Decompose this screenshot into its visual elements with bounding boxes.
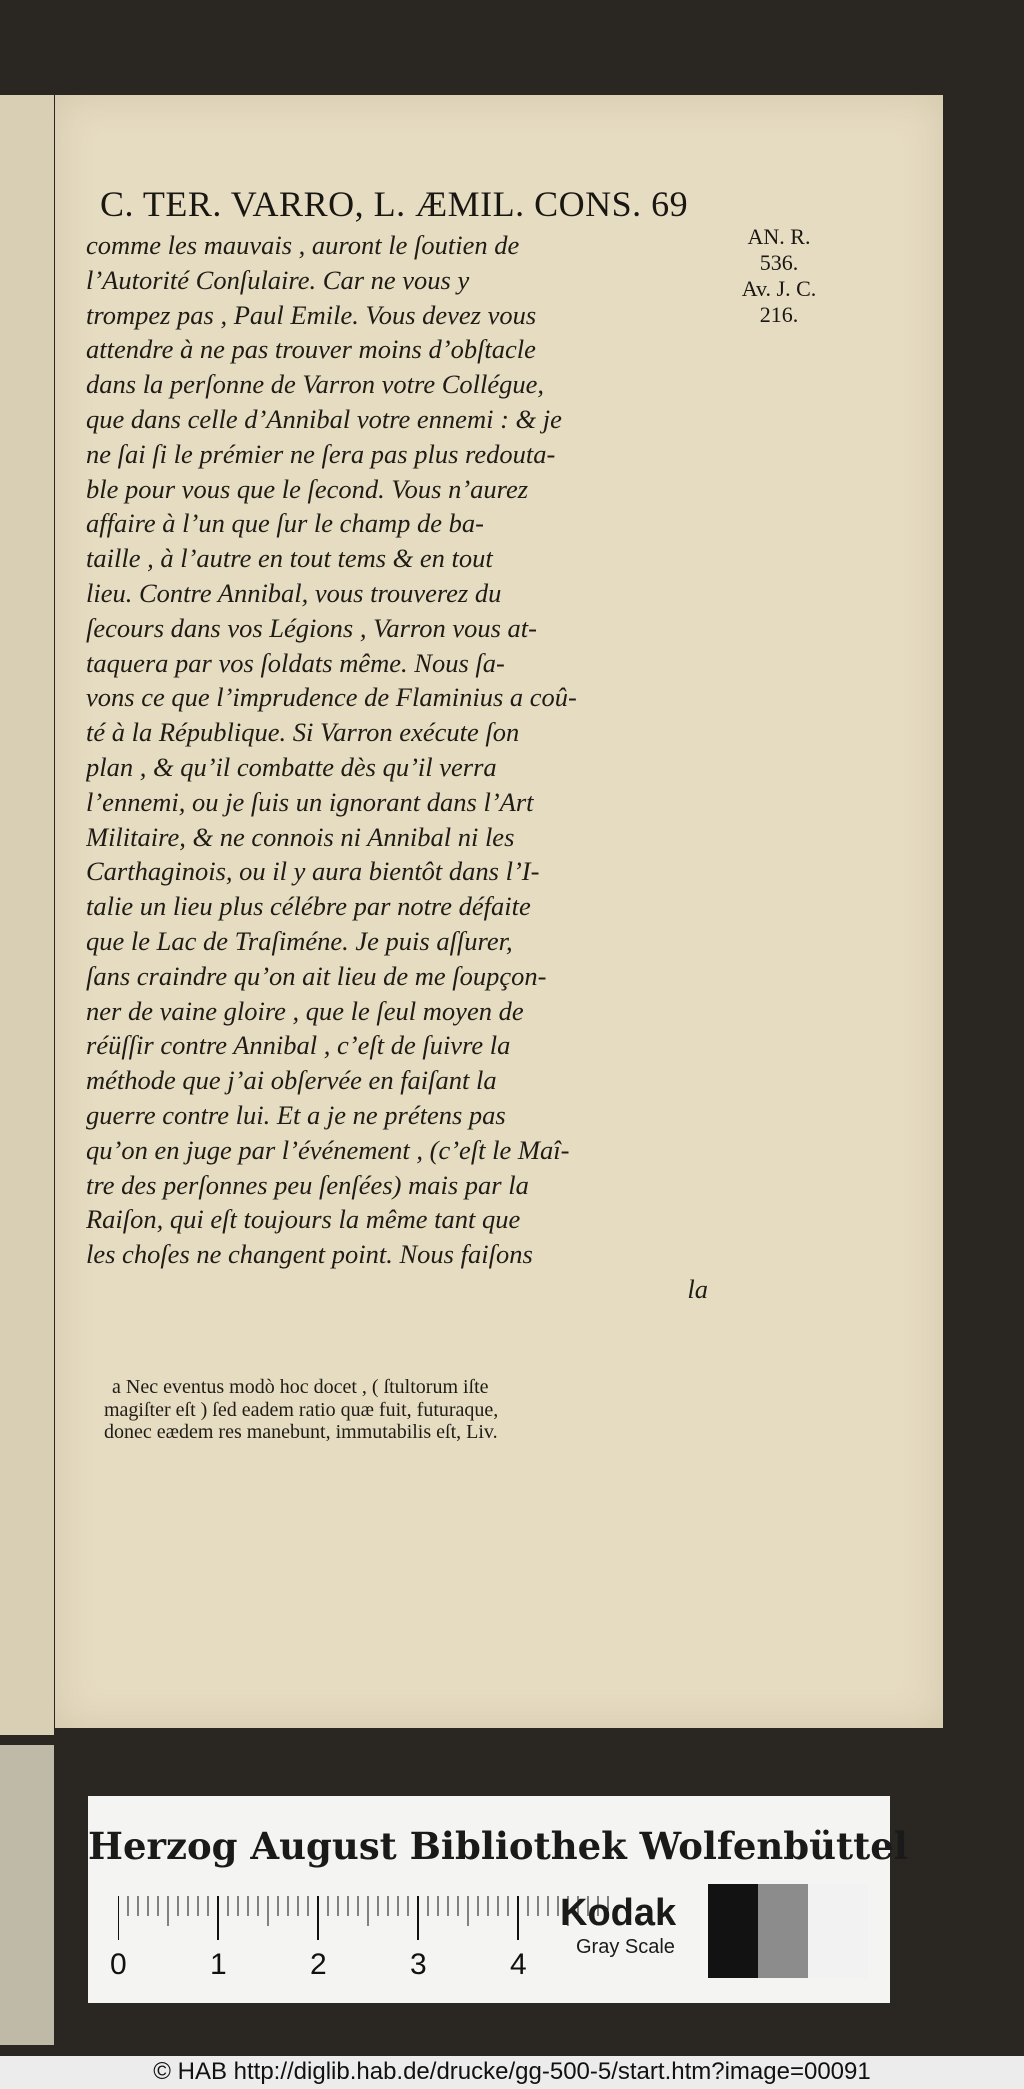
text-line: qu’on en juge par l’événement , (c’eſt le Maî- — [86, 1134, 570, 1165]
text-line: dans la perſonne de Varron votre Collégue, — [86, 369, 545, 400]
text-line: vons ce que l’imprudence de Flaminius a coû- — [86, 682, 577, 713]
footnote-line: a Nec eventus modò hoc docet , ( ſtultorum iſte — [112, 1376, 489, 1398]
text-line: ne ſai ſi le prémier ne ſera pas plus redouta- — [86, 438, 556, 469]
text-line: tre des perſonnes peu ſenſées) mais par la — [86, 1169, 529, 1200]
text-line: comme les mauvais , auront le ſoutien de — [86, 230, 520, 260]
margin-note-line: Av. J. C. — [741, 276, 817, 301]
margin-note-line: 536. — [759, 250, 799, 275]
text-line: ble pour vous que le ſecond. Vous n’aurez — [86, 473, 529, 504]
text-line: talie un lieu plus célébre par notre défaite — [86, 891, 531, 922]
text-line: ner de vaine gloire , que le ſeul moyen de — [86, 995, 524, 1026]
text-line: l’ennemi, ou je ſuis un ignorant dans l’Art — [86, 786, 534, 817]
text-line: que dans celle d’Annibal votre ennemi : & je — [86, 403, 562, 434]
footnote-line: magiſter eſt ) ſed eadem ratio quæ fuit, futuraque, — [104, 1398, 499, 1421]
library-title: Herzog August Bibliothek Wolfenbüttel — [88, 1824, 908, 1868]
adjacent-page-edge — [0, 95, 54, 1735]
text-line: affaire à l’un que ſur le champ de ba- — [86, 508, 484, 539]
margin-note-line: 216. — [759, 302, 799, 327]
text-line: ſecours dans vos Légions , Varron vous at- — [86, 612, 537, 643]
ruler-number: 3 — [410, 1948, 427, 1981]
ruler-number: 2 — [310, 1948, 327, 1981]
text-line: taquera par vos ſoldats même. Nous ſa- — [86, 647, 505, 678]
footnote — [104, 1376, 710, 1444]
swatch-black — [708, 1884, 758, 1978]
swatch-white — [808, 1884, 868, 1978]
catchword: la — [687, 1273, 708, 1304]
ruler-number: 0 — [110, 1948, 127, 1981]
swatch-gray — [758, 1884, 808, 1978]
gray-scale-label: Gray Scale — [576, 1936, 675, 1958]
ruler-number: 1 — [210, 1948, 227, 1981]
ruler-number: 4 — [510, 1948, 527, 1981]
text-line: que le Lac de Traſiméne. Je puis aſſurer, — [86, 925, 513, 956]
text-line: Carthaginois, ou il y aura bientôt dans l’I- — [86, 856, 540, 887]
text-line: méthode que j’ai obſervée en faiſant la — [86, 1065, 497, 1096]
text-line: trompez pas , Paul Emile. Vous devez vous — [86, 299, 537, 330]
text-line: taille , à l’autre en tout tems & en tout — [86, 543, 493, 574]
ruler-scale — [118, 1896, 618, 1940]
text-line: té à la République. Si Varron exécute ſon — [86, 717, 520, 748]
text-line: les choſes ne changent point. Nous faiſons — [86, 1239, 533, 1270]
text-line: ſans craindre qu’on ait lieu de me ſoupçon- — [86, 960, 547, 991]
copyright-credit: © HAB http://diglib.hab.de/drucke/gg-500-5/start.htm?image=00091 — [153, 2058, 871, 2085]
margin-note-line: AN. R. — [747, 224, 811, 249]
text-line: l’Autorité Conſulaire. Car ne vous y — [86, 264, 470, 295]
text-line: guerre contre lui. Et a je ne prétens pas — [86, 1099, 506, 1130]
kodak-logo: Kodak — [560, 1892, 677, 1934]
text-line: Raiſon, qui eſt toujours la même tant que — [86, 1204, 521, 1235]
text-line: réüſſir contre Annibal , c’eſt de ſuivre la — [86, 1030, 511, 1061]
text-line: lieu. Contre Annibal, vous trouverez du — [86, 577, 502, 608]
footnote-line: donec eædem res manebunt, immutabilis eſt, Liv. — [104, 1421, 498, 1443]
running-header: C. TER. VARRO, L. ÆMIL. CONS. 69 — [100, 184, 689, 224]
text-line: attendre à ne pas trouver moins d’obſtacle — [86, 334, 536, 365]
margin-date-note — [724, 224, 834, 328]
text-line: plan , & qu’il combatte dès qu’il verra — [86, 751, 497, 782]
adjacent-page-strip — [0, 1745, 54, 2045]
color-target-card — [88, 1796, 908, 2003]
body-text — [86, 228, 708, 1307]
text-line: Militaire, & ne connois ni Annibal ni les — [86, 821, 515, 852]
